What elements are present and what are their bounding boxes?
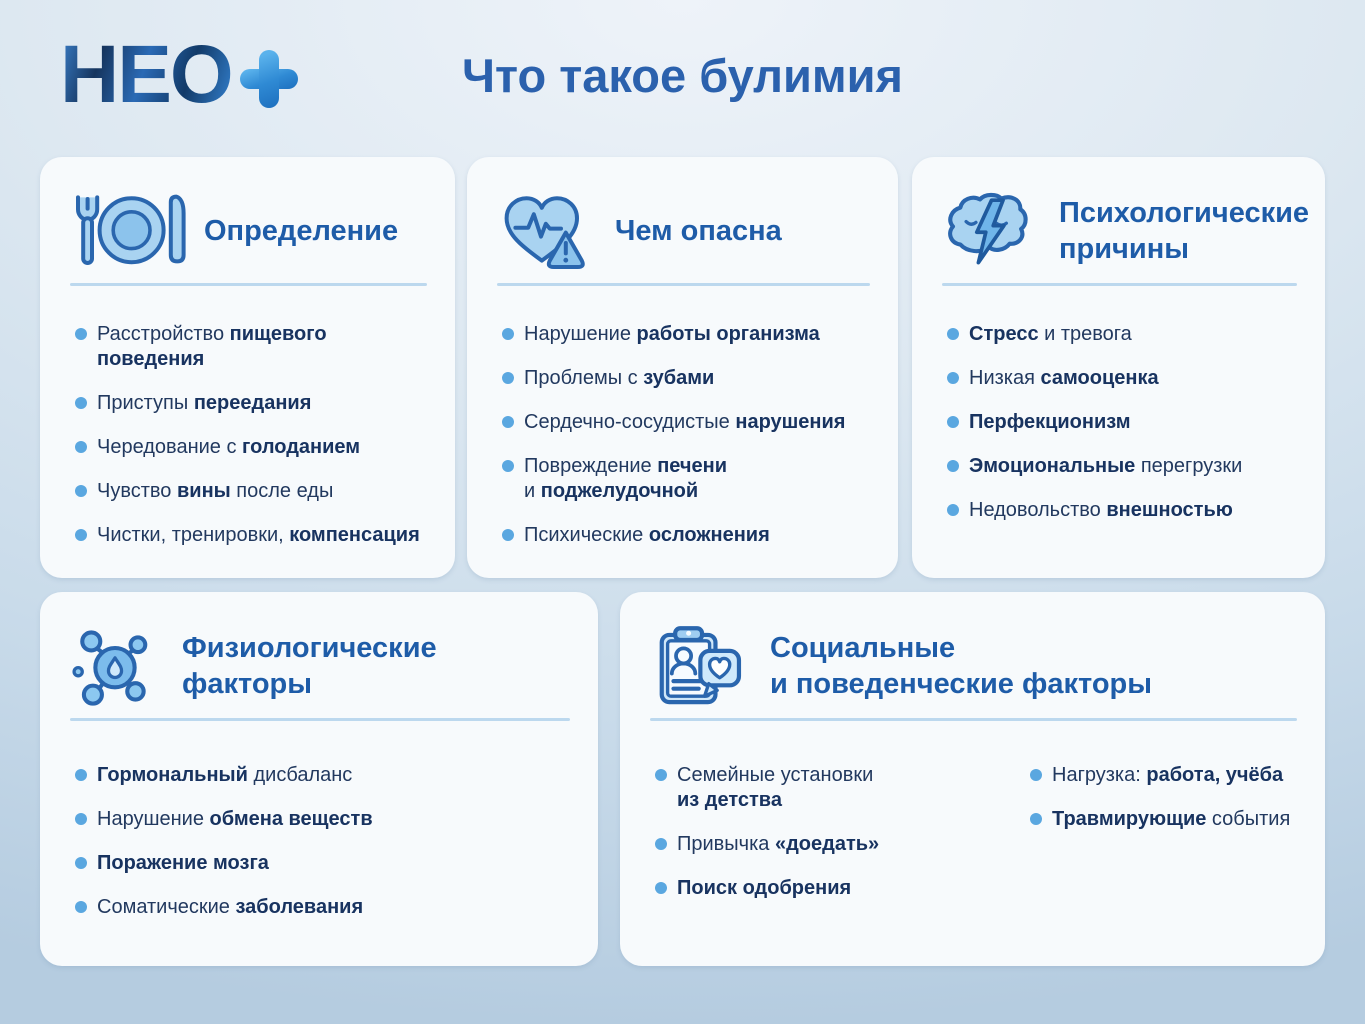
list-item (497, 322, 870, 347)
list-item (70, 895, 570, 920)
list-item (70, 479, 427, 504)
card-psych-causes (912, 157, 1325, 578)
bullet-icon (75, 529, 87, 541)
list-item (942, 366, 1297, 391)
card-social-factors (620, 592, 1325, 966)
list-item (70, 391, 427, 416)
list-item (497, 410, 870, 435)
card-header (497, 185, 870, 277)
item-text: Привычка «доедать» (677, 833, 880, 855)
divider (70, 718, 570, 721)
item-text: Стресс и тревога (969, 323, 1132, 345)
card-title (182, 630, 437, 702)
item-text: Чистки, тренировки, компенсация (97, 524, 420, 546)
card-list-left (650, 763, 1025, 920)
item-text: Проблемы с зубами (524, 367, 715, 389)
card-title-text: Определение (204, 215, 399, 247)
divider (942, 283, 1297, 286)
bullet-icon (75, 328, 87, 340)
card-title (204, 213, 398, 249)
item-text: Недовольство внешностью (969, 499, 1233, 521)
item-text: Гормональный дисбаланс (97, 764, 353, 786)
card-title (615, 213, 782, 249)
list-item (650, 832, 1025, 857)
item-text: Нагрузка: работа, учёба (1052, 764, 1284, 786)
card-title-text: причины (1059, 233, 1190, 265)
item-text: Чередование с голоданием (97, 436, 361, 458)
card-header (70, 185, 427, 277)
bullet-icon (502, 328, 514, 340)
bullet-icon (502, 460, 514, 472)
item-text: Приступы переедания (97, 392, 312, 414)
card-title-text: факторы (182, 668, 313, 700)
card-header (70, 620, 570, 712)
item-text: Поражение мозга (97, 852, 269, 874)
molecule-icon (70, 625, 160, 707)
bullet-icon (75, 485, 87, 497)
card-title (770, 630, 1152, 702)
item-text: Повреждение печени и поджелудочной (524, 455, 728, 502)
item-text: Травмирующие события (1052, 808, 1291, 830)
list-item (70, 851, 570, 876)
item-text: Низкая самооценка (969, 367, 1159, 389)
bullet-icon (502, 416, 514, 428)
bullet-icon (502, 372, 514, 384)
item-text: Психические осложнения (524, 524, 770, 546)
clipboard-feedback-icon (650, 624, 744, 708)
list-item (942, 454, 1297, 479)
bullet-icon (1030, 769, 1042, 781)
heart-warning-icon (497, 191, 589, 271)
divider (70, 283, 427, 286)
item-text: Семейные установки из детства (677, 764, 874, 811)
card-definition (40, 157, 455, 578)
list-item (497, 523, 870, 548)
item-text: Расстройство пищевого поведения (97, 323, 327, 370)
list-item (1025, 763, 1297, 788)
item-text: Нарушение обмена веществ (97, 808, 373, 830)
item-text: Соматические заболевания (97, 896, 364, 918)
list-item (70, 322, 427, 372)
list-item (942, 322, 1297, 347)
brain-lightning-icon (942, 192, 1037, 270)
item-text: Нарушение работы организма (524, 323, 820, 345)
card-title-text: Физиологические (182, 632, 437, 664)
bullet-icon (947, 460, 959, 472)
bullet-icon (947, 328, 959, 340)
card-title-text: Психологические (1059, 197, 1310, 229)
bullet-icon (75, 857, 87, 869)
card-list (942, 322, 1297, 523)
list-item (497, 366, 870, 391)
list-item (70, 435, 427, 460)
list-item (70, 763, 570, 788)
bullet-icon (947, 504, 959, 516)
card-title-text: Чем опасна (615, 215, 782, 247)
bullet-icon (947, 372, 959, 384)
item-text: Чувство вины после еды (97, 480, 334, 502)
card-list (70, 763, 570, 920)
bullet-icon (655, 838, 667, 850)
page-title: Что такое булимия (462, 49, 903, 102)
card-phys-factors (40, 592, 598, 966)
card-danger (467, 157, 898, 578)
bullet-icon (75, 397, 87, 409)
bullet-icon (75, 441, 87, 453)
list-item (70, 523, 427, 548)
card-title-text: и поведенческие факторы (770, 668, 1153, 700)
card-title-text: Социальные (770, 632, 956, 664)
bullet-icon (1030, 813, 1042, 825)
bullet-icon (75, 813, 87, 825)
card-list-right (1025, 763, 1297, 920)
item-text: Перфекционизм (969, 411, 1131, 433)
bullet-icon (655, 882, 667, 894)
list-item (1025, 807, 1297, 832)
list-item (497, 454, 870, 504)
bullet-icon (75, 901, 87, 913)
card-header (942, 185, 1310, 277)
list-item (942, 410, 1297, 435)
list-item (650, 876, 1025, 901)
bullet-icon (502, 529, 514, 541)
bullet-icon (655, 769, 667, 781)
card-list (497, 322, 870, 548)
divider (497, 283, 870, 286)
card-header (650, 620, 1297, 712)
bullet-icon (75, 769, 87, 781)
card-list (70, 322, 427, 548)
item-text: Сердечно-сосудистые нарушения (524, 411, 846, 433)
list-item (70, 807, 570, 832)
plate-utensils-icon (70, 191, 190, 271)
list-item (942, 498, 1297, 523)
bullet-icon (947, 416, 959, 428)
item-text: Поиск одобрения (677, 877, 852, 899)
item-text: Эмоциональные перегрузки (969, 455, 1243, 477)
logo-text: НЕО (60, 29, 232, 120)
list-item (650, 763, 1025, 813)
card-title (1059, 195, 1309, 267)
card-columns (650, 721, 1297, 920)
